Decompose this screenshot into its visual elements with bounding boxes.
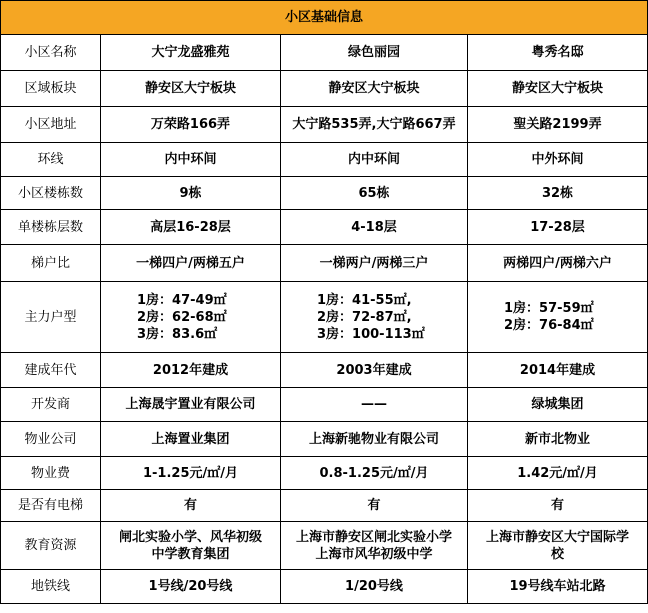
cell-line: 上海晟宇置业有限公司	[125, 397, 256, 412]
cell-line: 绿色丽园	[347, 45, 400, 60]
cell-built-year-1	[101, 353, 281, 388]
cell-name-1	[101, 35, 281, 71]
cell-line: 中外环间	[531, 152, 584, 167]
cell-line: 1房：47-49㎡	[137, 292, 227, 308]
cell-line: 9栋	[179, 185, 202, 201]
cell-property-company-1	[101, 422, 281, 457]
cell-line: 大宁龙盛雅苑	[151, 45, 230, 60]
cell-line: 有	[183, 498, 197, 513]
cell-address-1	[101, 107, 281, 143]
cell-line: 一梯两户/两梯三户	[319, 255, 429, 271]
cell-education-2	[281, 522, 468, 570]
cell-line: 2房：76-84㎡	[504, 318, 594, 333]
cell-line: 一梯四户/两梯五户	[136, 255, 245, 271]
row-floors	[1, 210, 648, 245]
cell-line: 两梯四户/两梯六户	[503, 255, 612, 271]
cell-line: 2012年建成	[152, 362, 229, 378]
cell-developer-2	[281, 388, 468, 422]
cell-district-2	[281, 71, 468, 107]
cell-line: 32栋	[541, 185, 574, 201]
row-label-property-fee: 物业费	[1, 457, 101, 490]
row-district	[1, 71, 648, 107]
cell-line: 静安区大宁板块	[512, 81, 604, 96]
cell-developer-3	[468, 388, 648, 422]
cell-property-company-3	[468, 422, 648, 457]
cell-district-3	[468, 71, 648, 107]
row-label-address: 小区地址	[1, 107, 101, 143]
row-unit-types	[1, 282, 648, 353]
cell-property-fee-2	[281, 457, 468, 490]
cell-name-3	[468, 35, 648, 71]
cell-elevator-ratio-2	[281, 245, 468, 282]
row-name	[1, 35, 648, 71]
cell-metro-3	[468, 570, 648, 604]
cell-line: 1房：41-55㎡,	[317, 292, 412, 308]
cell-building-count-1	[101, 177, 281, 210]
row-label-name: 小区名称	[1, 35, 101, 71]
cell-line: 内中环间	[347, 152, 400, 167]
row-elevator-ratio	[1, 245, 648, 282]
cell-has-elevator-1	[101, 490, 281, 522]
cell-line: ——	[361, 397, 387, 412]
cell-ring-road-2	[281, 143, 468, 177]
cell-line: 大宁路535弄,大宁路667弄	[292, 117, 456, 132]
cell-line: 2014年建成	[519, 362, 596, 378]
cell-line: 万荣路166弄	[150, 117, 231, 132]
row-property-company	[1, 422, 648, 457]
cell-district-1	[101, 71, 281, 107]
cell-has-elevator-3	[468, 490, 648, 522]
row-label-floors: 单楼栋层数	[1, 210, 101, 245]
cell-metro-2	[281, 570, 468, 604]
cell-line: 0.8-1.25元/㎡/月	[319, 465, 429, 481]
title-row	[1, 1, 648, 35]
cell-has-elevator-2	[281, 490, 468, 522]
cell-line: 上海市静安区闸北实验小学	[295, 529, 452, 545]
cell-line: 1.42元/㎡/月	[517, 465, 598, 481]
cell-floors-1	[101, 210, 281, 245]
row-label-property-company: 物业公司	[1, 422, 101, 457]
cell-built-year-2	[281, 353, 468, 388]
cell-line: 上海市风华初级中学	[315, 546, 433, 562]
cell-building-count-2	[281, 177, 468, 210]
cell-line: 3房：83.6㎡	[137, 326, 218, 342]
cell-name-2	[281, 35, 468, 71]
cell-line: 有	[551, 498, 565, 513]
row-building-count	[1, 177, 648, 210]
cell-metro-1	[101, 570, 281, 604]
cell-line: 新市北物业	[525, 431, 591, 447]
cell-line: 高层16-28层	[150, 219, 231, 235]
row-built-year	[1, 353, 648, 388]
cell-line: 绿城集团	[531, 397, 584, 412]
row-label-building-count: 小区楼栋数	[1, 177, 101, 210]
cell-line: 17-28层	[530, 219, 585, 235]
cell-line: 19号线车站北路	[509, 579, 606, 594]
cell-line: 1-1.25元/㎡/月	[142, 465, 238, 481]
row-label-elevator-ratio: 梯户比	[1, 245, 101, 282]
row-education	[1, 522, 648, 570]
table-title: 小区基础信息	[1, 1, 648, 35]
cell-property-company-2	[281, 422, 468, 457]
cell-line: 校	[551, 546, 565, 562]
row-label-metro: 地铁线	[1, 570, 101, 604]
cell-line: 2房：62-68㎡	[137, 309, 227, 325]
cell-line: 1/20号线	[345, 579, 403, 594]
cell-education-1	[101, 522, 281, 570]
row-ring-road	[1, 143, 648, 177]
cell-ring-road-3	[468, 143, 648, 177]
row-property-fee	[1, 457, 648, 490]
row-address	[1, 107, 648, 143]
row-label-unit-types: 主力户型	[1, 282, 101, 353]
cell-line: 2房：72-87㎡,	[317, 309, 412, 325]
cell-line: 静安区大宁板块	[144, 81, 236, 96]
cell-line: 上海新驰物业有限公司	[308, 431, 439, 447]
cell-education-3	[468, 522, 648, 570]
cell-line: 1房：57-59㎡	[504, 301, 594, 316]
cell-line: 65栋	[358, 185, 390, 201]
cell-developer-1	[101, 388, 281, 422]
row-label-district: 区域板块	[1, 71, 101, 107]
cell-property-fee-3	[468, 457, 648, 490]
row-developer	[1, 388, 648, 422]
cell-unit-types-2	[281, 282, 468, 353]
cell-elevator-ratio-3	[468, 245, 648, 282]
row-label-has-elevator: 是否有电梯	[1, 490, 101, 522]
cell-floors-2	[281, 210, 468, 245]
row-has-elevator	[1, 490, 648, 522]
cell-line: 闸北实验小学、风华初级	[118, 529, 262, 545]
cell-line: 4-18层	[351, 219, 397, 235]
cell-address-2	[281, 107, 468, 143]
cell-ring-road-1	[101, 143, 281, 177]
cell-unit-types-3	[468, 282, 648, 353]
cell-elevator-ratio-1	[101, 245, 281, 282]
cell-floors-3	[468, 210, 648, 245]
row-label-education: 教育资源	[1, 522, 101, 570]
cell-line: 中学教育集团	[151, 546, 230, 562]
cell-building-count-3	[468, 177, 648, 210]
row-label-developer: 开发商	[1, 388, 101, 422]
cell-unit-types-1	[101, 282, 281, 353]
cell-line: 2003年建成	[336, 362, 412, 378]
cell-line: 静安区大宁板块	[328, 81, 420, 96]
row-metro	[1, 570, 648, 604]
cell-line: 3房：100-113㎡	[317, 326, 425, 342]
cell-line: 上海市静安区大宁国际学	[486, 529, 630, 545]
cell-built-year-3	[468, 353, 648, 388]
cell-line: 1号线/20号线	[148, 579, 233, 594]
cell-address-3	[468, 107, 648, 143]
cell-line: 聖关路2199弄	[513, 117, 602, 132]
row-label-built-year: 建成年代	[1, 353, 101, 388]
cell-line: 内中环间	[164, 152, 217, 167]
cell-line: 上海置业集团	[151, 431, 230, 447]
cell-property-fee-1	[101, 457, 281, 490]
row-label-ring-road: 环线	[1, 143, 101, 177]
cell-line: 有	[367, 498, 381, 513]
cell-line: 粤秀名邸	[531, 45, 584, 60]
